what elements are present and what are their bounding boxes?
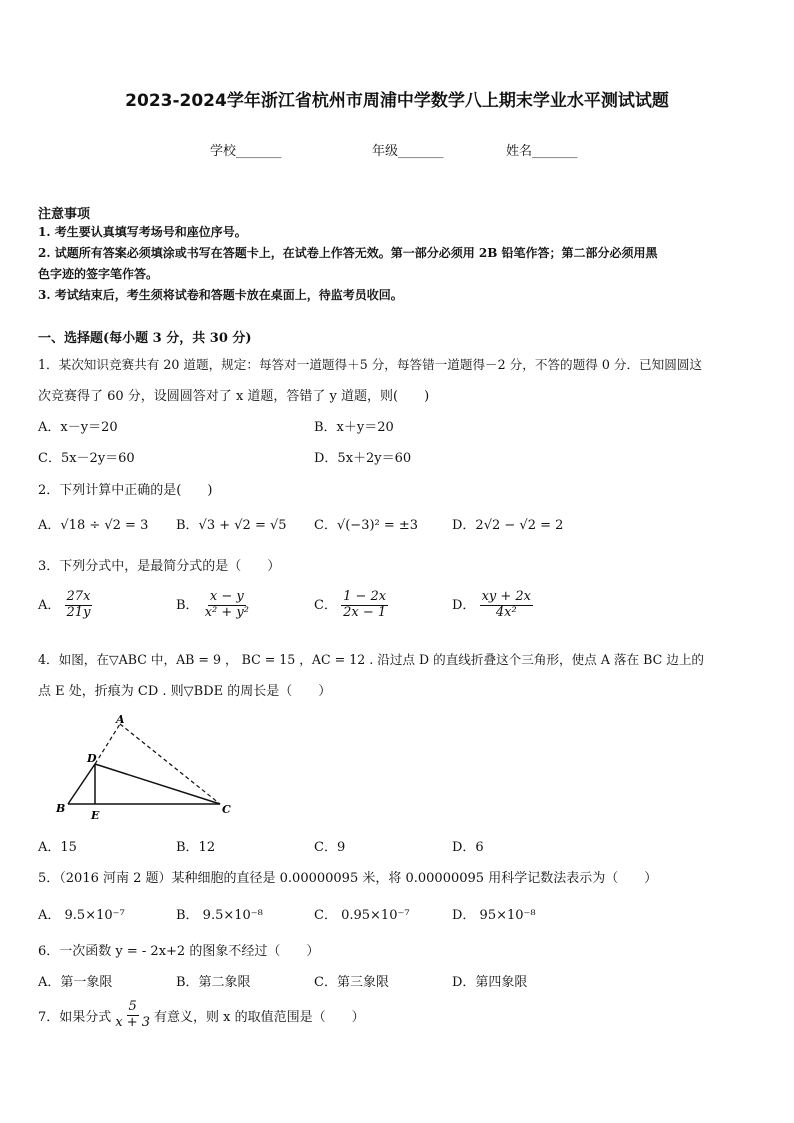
q3-option-d [452, 590, 533, 621]
numerator: 27x [66, 589, 91, 604]
q3-option-c [314, 590, 388, 621]
q2-option-d: D．2√2 − √2 = 2 [452, 518, 564, 533]
q4-stem-cont: 点 E 处，折痕为 CD . 则▽BDE 的周长是（ ） [38, 684, 332, 699]
q4-stem: 4．如图，在▽ABC 中，AB = 9 ， BC = 15 ，AC = 12 . 沿过点 D 的直线折叠这个三角形，使点 A 落在 BC 边上的 [38, 652, 705, 667]
q4-option-a: A．15 [38, 840, 77, 855]
q7-fraction [113, 1000, 152, 1031]
q7-stem-pre: 7．如果分式 [38, 1009, 112, 1025]
q3-option-a-fraction [65, 590, 93, 621]
grade-field: 年级_______ [372, 144, 444, 159]
triangle-figure [50, 712, 240, 824]
q6-option-d: D．第四象限 [452, 975, 528, 990]
q6-option-b: B．第二象限 [176, 975, 251, 990]
label-a: A [116, 713, 125, 726]
q2-option-a: A．√18 ÷ √2 = 3 [38, 518, 149, 533]
denominator: x + 3 [115, 1014, 151, 1030]
q4-option-d: D．6 [452, 840, 484, 855]
q3-option-d-label: D． [452, 597, 476, 613]
school-field: 学校_______ [210, 144, 282, 159]
q5-option-a: A． 9.5×10⁻⁷ [38, 908, 125, 923]
segment-ac-dashed [120, 724, 220, 804]
q1-option-c: C．5x－2y＝60 [38, 451, 135, 466]
q3-option-b [176, 590, 251, 621]
numerator: x − y [209, 589, 244, 604]
denominator: 4x² [495, 604, 517, 620]
q6-option-c: C．第三象限 [314, 975, 389, 990]
q4-option-c: C．9 [314, 840, 346, 855]
segment-bd [68, 764, 95, 804]
q3-option-b-fraction [203, 590, 251, 621]
q1-option-d: D．5x＋2y＝60 [314, 451, 412, 466]
q2-option-b: B．√3 + √2 = √5 [176, 518, 287, 533]
q1-stem: 1．某次知识竞赛共有 20 道题，规定：每答对一道题得＋5 分，每答错一道题得－2 分，不答的题得 0 分．已知圆圆这 [38, 357, 703, 372]
q7-stem [38, 1000, 365, 1031]
q3-option-a [38, 590, 92, 621]
numerator: 5 [128, 999, 137, 1014]
q1-stem-cont: 次竞赛得了 60 分，设圆圆答对了 x 道题，答错了 y 道题，则( ) [38, 389, 430, 404]
q3-option-c-fraction [341, 590, 388, 621]
note-1: 1. 考生要认真填写考场号和座位序号。 [38, 225, 247, 239]
q3-option-c-label: C． [314, 597, 337, 613]
q3-option-d-fraction [480, 590, 533, 621]
note-2: 2. 试题所有答案必须填涂或书写在答题卡上，在试卷上作答无效。第一部分必须用 2B 铅笔作答；第二部分必须用黑 [38, 246, 658, 260]
label-c: C [222, 803, 231, 816]
name-field: 姓名_______ [506, 144, 578, 159]
q1-option-b: B．x＋y＝20 [314, 420, 394, 435]
section-heading: 一、选择题(每小题 3 分，共 30 分) [38, 331, 252, 346]
label-d: D [87, 752, 97, 765]
q5-option-b: B． 9.5×10⁻⁸ [176, 908, 263, 923]
q2-stem: 2．下列计算中正确的是( ) [38, 483, 213, 498]
q2-option-c: C．√(−3)² = ±3 [314, 518, 419, 533]
numerator: 1 − 2x [343, 589, 387, 604]
numerator: xy + 2x [481, 589, 532, 604]
segment-dc [95, 764, 220, 804]
q5-stem: 5．（2016 河南 2 题）某种细胞的直径是 0.00000095 米，将 0.00000095 用科学记数法表示为（ ） [38, 871, 658, 886]
page-title: 2023-2024学年浙江省杭州市周浦中学数学八上期末学业水平测试试题 [125, 91, 669, 111]
q6-option-a: A．第一象限 [38, 975, 113, 990]
q6-stem: 6．一次函数 y = - 2x+2 的图象不经过（ ） [38, 944, 320, 959]
note-2-cont: 色字迹的签字笔作答。 [38, 267, 159, 281]
q7-stem-post: 有意义，则 x 的取值范围是（ ） [154, 1009, 365, 1025]
note-3: 3. 考试结束后，考生须将试卷和答题卡放在桌面上，待监考员收回。 [38, 288, 403, 302]
q3-option-a-label: A． [38, 597, 61, 613]
label-b: B [56, 802, 66, 815]
denominator: 21y [66, 604, 91, 620]
label-e: E [91, 809, 100, 822]
q3-option-b-label: B． [176, 597, 199, 613]
q5-option-d: D． 95×10⁻⁸ [452, 908, 536, 923]
q3-stem: 3．下列分式中，是最简分式的是（ ） [38, 559, 281, 574]
denominator: x² + y² [204, 604, 249, 620]
q5-option-c: C． 0.95×10⁻⁷ [314, 908, 410, 923]
q4-option-b: B．12 [176, 840, 216, 855]
denominator: 2x − 1 [343, 604, 387, 620]
segment-da-dashed [95, 724, 120, 764]
notes-heading: 注意事项 [38, 207, 91, 222]
q1-option-a: A．x－y＝20 [38, 420, 118, 435]
